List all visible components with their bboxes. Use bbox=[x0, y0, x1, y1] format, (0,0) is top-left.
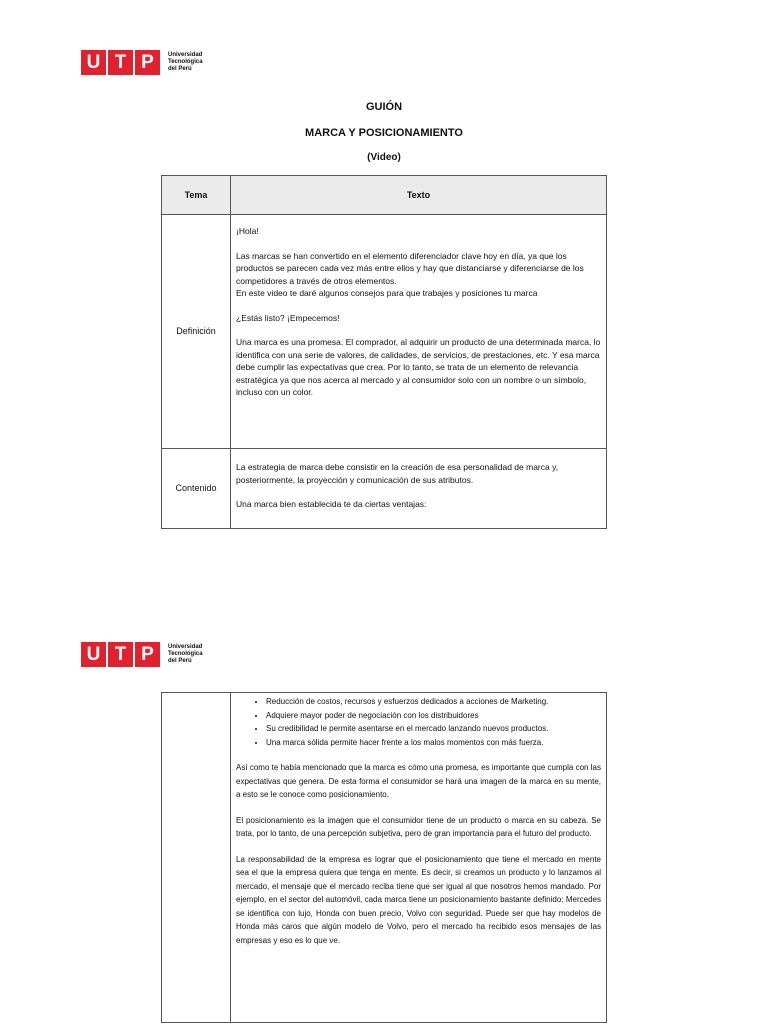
paragraph: El posicionamiento es la imagen que el consumidor tiene de un producto o marca en su cabeza. Se trata, por lo tanto, de una percepción subjetiva, pero de gran importancia para el futuro del producto. bbox=[236, 815, 601, 838]
table-row bbox=[162, 693, 607, 1023]
logo-letter-t: T bbox=[108, 50, 133, 75]
paragraph: ¡Hola! bbox=[236, 226, 259, 236]
logo-letter-u: U bbox=[81, 50, 106, 75]
document-subtitle: MARCA Y POSICIONAMIENTO bbox=[305, 127, 463, 139]
paragraph: La estrategia de marca debe consistir en la creación de esa personalidad de marca y, posteriormente, la proyección y comunicación de sus atributos. bbox=[236, 462, 559, 485]
paragraph: La responsabilidad de la empresa es lograr que el posicionamiento que tiene el mercado en mente sea el que la empresa quiera que tenga en mente. Es decir, si creamos un producto y lo lanzamos al mercado, el mensaje que el mercado reciba tiene que ser igual al que nosotros hemos mandado. Por ejemplo, en el sector del automóvil, cada marca tiene un posicionamiento bastante definido: Mercedes se identifica con lujo, Honda con buen precio, Volvo con seguridad. Puede ser que hay modelos de Honda más caros que algún modelo de Volvo, pero el mercado ha recibido esos mensajes de las empresas y eso es lo que ve. bbox=[236, 854, 601, 945]
advantages-list bbox=[236, 695, 601, 749]
row-texto-continued bbox=[231, 693, 607, 1023]
paragraph: Una marca es una promesa. El comprador, al adquirir un producto de una determinada marca, lo identifica con una serie de valores, de calidades, de servicios, de prestaciones, etc. Y esa marca debe cumplir las expectativas que crea. Por lo tanto, se trata de un elemento de relevancia estratégica ya que nos acerca al mercado y al consumidor solo con un nombre o un símbolo, incluso con un color. bbox=[236, 337, 601, 397]
utp-logo bbox=[81, 642, 203, 667]
utp-logo bbox=[81, 50, 203, 75]
col-header-texto: Texto bbox=[231, 176, 607, 215]
list-item: • Adquiere mayor poder de negociación con los distribuidores bbox=[266, 709, 601, 723]
table-row bbox=[162, 449, 607, 529]
logo-letter-t: T bbox=[108, 642, 133, 667]
row-tema-empty bbox=[162, 693, 231, 1023]
paragraph: ¿Estás listo? ¡Empecemos! bbox=[236, 312, 340, 323]
script-table-continued bbox=[161, 692, 607, 1023]
logo-letter-p: P bbox=[135, 50, 160, 75]
row-texto-contenido bbox=[231, 449, 607, 529]
list-item: • Su credibilidad le permite asentarse en el mercado lanzando nuevos productos. bbox=[266, 722, 601, 736]
row-texto-definicion bbox=[231, 215, 607, 449]
col-header-tema: Tema bbox=[162, 176, 231, 215]
table-header-row bbox=[162, 176, 607, 215]
document-note: (Video) bbox=[367, 152, 401, 163]
paragraph: Las marcas se han convertido en el elemento diferenciador clave hoy en día, ya que los productos se parecen cada vez más entre ellos y hay que distanciarse y diferenciarse de los competidores a través de otros elementos. bbox=[236, 250, 584, 286]
paragraph: Así como te había mencionado que la marca es cómo una promesa, es importante que cumpla con las expectativas que genera. De esta forma el consumidor se hará una imagen de la marca en su mente, a esto se le conoce como posicionamiento. bbox=[236, 763, 601, 799]
list-item: • Una marca sólida permite hacer frente a los malos momentos con más fuerza. bbox=[266, 736, 601, 750]
row-tema-definicion: Definición bbox=[162, 215, 231, 449]
logo-university-name: Universidad Tecnológica del Perú bbox=[168, 644, 203, 664]
logo-university-name: Universidad Tecnológica del Perú bbox=[168, 52, 203, 72]
paragraph: Una marca bien establecida te da ciertas ventajas: bbox=[236, 499, 427, 509]
document-title: GUIÓN bbox=[365, 101, 403, 113]
list-item: • Reducción de costos, recursos y esfuerzos dedicados a acciones de Marketing. bbox=[266, 695, 601, 709]
script-table bbox=[161, 175, 607, 529]
paragraph: En este video te daré algunos consejos para que trabajes y posiciones tu marca bbox=[236, 288, 538, 298]
table-row bbox=[162, 215, 607, 449]
row-tema-contenido: Contenido bbox=[162, 449, 231, 529]
logo-letter-p: P bbox=[135, 642, 160, 667]
logo-letter-u: U bbox=[81, 642, 106, 667]
